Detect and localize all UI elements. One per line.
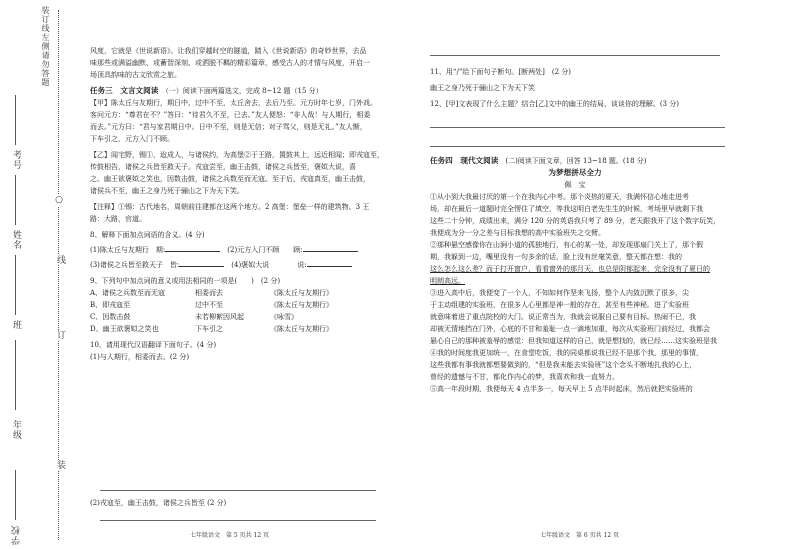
intro-line: 风度，它就是《世说新语》。让我们穿越时空的隧道，踏入《世说新语》的奇妙世界，去品 (90, 47, 367, 55)
note-line: 路：大路，官道。 (90, 215, 146, 223)
binding-strip (0, 0, 75, 550)
task3-title: 任务三 文言文阅读 (90, 86, 159, 95)
q9-option[interactable]: C、因数击鼓 (90, 313, 131, 321)
article-line: 就意味着进了重点院校的大门。说正常当为，我就会说服自己要有目标。热闹不已，我 (430, 313, 696, 321)
cut-mark-3: 线 (55, 255, 65, 265)
field-name: 姓名 (11, 230, 21, 250)
article-line: 于主动组建的实验班，在很多人心里都是神一般的存在，甚至有些神秘。进了实验班 (430, 301, 689, 309)
answer-line[interactable] (430, 127, 725, 128)
yi-line: 之。幽王欲褒姒之笑也，因数击鼓，诸侯之兵数至而无寇。至于后，戎寇真至，幽王击鼓， (90, 175, 370, 183)
q8-item: (3)诸侯之兵皆至救天子 皆: (90, 261, 180, 269)
q8-item: (1)陈太丘与友期行 期: (90, 246, 166, 254)
field-id: 考号 (11, 150, 21, 170)
q11-text: 幽王之身乃死于骊山之下为天下笑 (430, 84, 535, 92)
q9-option[interactable]: D、幽王欲褒姒之笑也 (90, 325, 159, 333)
answer-blank[interactable] (179, 258, 224, 267)
field-grade-line (15, 340, 16, 410)
jia-line: 客问元方：“尊君在不？”答曰：“待君久不至，已去。”友人便怒：“非人哉！与人期行，相委 (90, 111, 371, 119)
answer-line[interactable] (430, 146, 725, 147)
article-line: 场，却在最后一道题时完全愣住了填空，等我这明白老先生生的时候，考场里早就剩下我 (430, 205, 703, 213)
answer-line[interactable] (100, 490, 376, 491)
q11: 11、用“/”给下面句子断句。[断两处] (2 分) (430, 68, 572, 76)
cut-mark-circle: ○ (54, 195, 64, 206)
cut-mark-2: 订 (55, 330, 65, 340)
yi-line: 诸侯兵不至，幽王之身乃死于骊山之下为天下笑。 (90, 187, 244, 195)
task4-title: 任务四 现代文阅读 (430, 156, 499, 165)
article-line: ③进入高中后，我便变了一个人，不知如何作坚来飞扬，整个人内敛沉默了很多，尖 (430, 289, 689, 297)
article-line: 我便成为分一分之差与目标我想的高中实验班失之交臂。 (430, 229, 605, 237)
q9-option[interactable]: A、诸侯之兵数至而无寇 (90, 289, 166, 297)
yi-line: 传鼓相告，诸侯之兵皆至救天子。戎寇尝至，幽王击鼓，诸侯之兵皆至，褒姒大说，喜 (90, 163, 356, 171)
q10-part1: (1)与人期行，相委而去。(2 分) (90, 353, 190, 361)
article-line: ⑤高一年段时期，我便每天 4 点半多一，每天早上 5 点半时起床，然后就把实验班的 (430, 385, 693, 393)
binding-note: 装订线左侧请勿答题 (41, 6, 50, 87)
article-line: 这么怎么这么差？而于打开窗户，看看窗外的那月天，也总是阴郁起来，完全没有了夏日的 (430, 265, 710, 273)
article-line: ②那种悬空感像你在山涧小道的孤独地行，有心的某一处，却发现那扇门关上了，那个假 (430, 241, 703, 249)
jia-line: 而去。”元方曰：“君与家君期日中。日中不至，则是无信；对子骂父，则是无礼。”友人惭， (90, 123, 367, 131)
cut-mark-1: 装 (55, 460, 65, 470)
q8-item: (2)元方入门不顾 顾: (227, 246, 303, 254)
article-line: 期，我躲到一边，嘴里没有一句多余的话，脸上没有丝毫笑意，整天都在想：我的 (430, 253, 682, 261)
q10-part2: (2)戎寇至，幽王击鼓，诸侯之兵皆至 (2 分) (90, 499, 227, 507)
article-line: 明朗高远。 (430, 277, 465, 285)
note-line: 【注释】①锡：古代地名，周朝前往建都在这两个地方。2 高堡：堡垒一样的建筑物。3 王 (90, 203, 370, 211)
left-footer: 七年级语文 第 5 页共 12 页 (190, 532, 270, 539)
field-id-line (15, 95, 16, 145)
answer-line[interactable] (100, 520, 376, 521)
article-line: 曾经的遗憾与不甘，都化作内心的梦，我喜欢和我一直努力。 (430, 373, 619, 381)
right-page (430, 66, 750, 110)
article-line: ①从小到大我最讨厌的第一个在我内心中考。那个炎热的夏天，我满怀信心地走进考 (430, 193, 689, 201)
answer-blank[interactable] (307, 258, 352, 267)
intro-line: 味那些或满溢幽默、或蓄智深刻、或洒脱不羁的精彩篇章，感受古人的才情与风度，开启一 (90, 59, 370, 67)
field-name-line (15, 175, 16, 225)
field-class-line (15, 255, 16, 315)
task4-desc: (二)阅读下面文章，回答 13~18 题。(18 分) (505, 157, 647, 165)
answer-blank[interactable] (303, 243, 358, 252)
article-line: 这些二十分钟，成绩出来，满分 120 分的英语我只考了 89 分，老天跟我开了这个数字玩笑， (430, 217, 721, 225)
field-school: 学校 (12, 525, 22, 545)
article-author: 佩 宝 (564, 181, 586, 189)
intro-line: 场顶具韵味的古文欣赏之旅。 (90, 71, 181, 79)
task3-desc: （一）阅读下面两篇选文，完成 8~12 题（15 分） (165, 87, 323, 95)
field-class: 班 (11, 320, 21, 330)
right-footer: 七年级语文 第 6 页共 12 页 (540, 532, 620, 539)
field-grade: 年级 (11, 420, 21, 440)
jia-line: 下车引之，元方入门不顾。 (90, 135, 174, 143)
answer-line[interactable] (430, 55, 720, 56)
article-line: 悬心自己的那种被羞辱的感觉：但我知道这样的自己，就是想找的，就已经……这实验班是我 (430, 337, 717, 345)
article-line: 却被无情地挡在门外，心底的不甘和羞耻一点一滴地加重，每次从实验班门前经过，我都会 (430, 325, 710, 333)
article-title: 为梦想拼尽全力 (548, 168, 602, 177)
yi-line: 【乙】闻宅野，锡①，迨成人，与诸侯约，为高堡②于王路，置鼓其上，远近相闻；即戎寇至， (90, 151, 384, 159)
jia-line: 【甲】陈太丘与友期行，期日中，过中不至，太丘舍去，去后乃至。元方时年七岁，门外戏。 (90, 99, 377, 107)
answer-blank[interactable] (165, 243, 220, 252)
q12: 12、[甲]文表现了什么主题？结合[乙]文中的幽王的结局，谈谈你的理解。(3 分) (430, 100, 679, 108)
q9-option[interactable]: B、即戎寇至 (90, 301, 131, 309)
article-line: 这些我都有事我就都想要做到的，“但是我未能去实验班”这个念头不断地扎我的心上， (430, 361, 697, 369)
field-school-line (15, 470, 16, 520)
q9: 9、下列句中加点词的意义或用法相同的一项是( ) (2 分) (90, 277, 281, 285)
article-line: ④我的时间度我更加统一，在食堂吃饭，我的同桌都说我已经不是那个我，那里的事情， (430, 349, 703, 357)
q8-item: (4)褒姒大说 说: (231, 261, 307, 269)
q10: 10、请用现代汉语翻译下面句子。(4 分) (90, 341, 217, 349)
left-page: 风度，它就是《世说新语》。让我们穿越时空的隧道，踏入《世说新语》的奇妙世界，去品 味那些或满溢幽默、或蓄智深刻、或洒脱不羁的精彩篇章，感受古人的才情与风度，开启一 场顶具韵味的古文欣赏之旅。 任务三 文言文阅读 （一）阅读下面两篇选文，完成 8~12 题（15 分） 【甲】陈太丘与友期行，期日中，过中不至，太丘舍去，去后乃至。元方时年七岁，门外戏。 客问元方：“尊君在不？”答曰：“待君久不至，已去。”友人便怒：“非人哉！与人期行，相委 而去。”元方曰：“君与家君期日中。日中不至，则是无信；对子骂父，则是无礼。”友人惭， 下车引之，元方入门不顾。 【乙】闻宅野，锡①，迨成人，与诸侯约，为高堡②于王路，置鼓其上，远近相闻；即戎寇至， 传鼓相告，诸侯之兵皆至救天子。戎寇尝至，幽王击鼓，诸侯之兵皆至，褒姒大说，喜 之。幽王欲褒姒之笑也，因数击鼓，诸侯之兵数至而无寇。至于后，戎寇真至，幽王击鼓， 诸侯兵不至，幽王之身乃死于骊山之下为天下笑。 【注释】①锡：古代地名，周朝前往建都在这两个地方。2 高堡：堡垒一样的建筑物。3 王 路：大路，官道。 8、解释下面加点词语的含义。(4 分) (1)陈太丘与友期行 期: (2)元方入门不顾 顾: (3)诸侯之兵皆至救天子 皆: (4)褒姒大说 说: 9、下列句中加点词的意义或用法相同的一项是( ) (2 分) A、诸侯之兵数至而无寇 相委而去 《陈太丘与友期行》 B、即戎寇至 过中不至 《陈太丘与友期行》 C、因数击鼓 未若柳絮因风起 《咏雪》 D、幽王欲褒姒之笑也 下车引之 《陈太丘与友期行》 10、请用现代汉语翻译下面句子。(4 分) (1)与人期行，相委而去。(2 分) (90, 45, 410, 363)
q8: 8、解释下面加点词语的含义。(4 分) (90, 231, 205, 239)
